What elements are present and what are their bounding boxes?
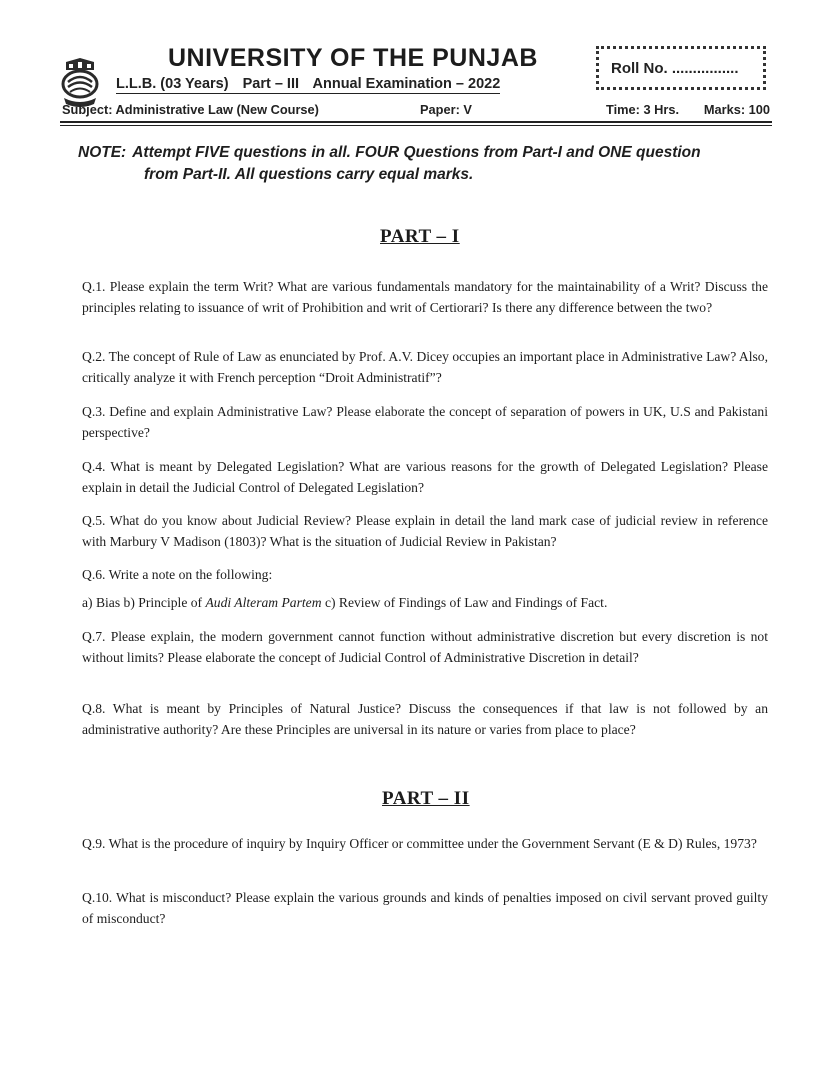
degree-label: L.L.B. (03 Years) <box>116 76 229 92</box>
question-7: Q.7. Please explain, the modern government cannot function without administrative discretion but every discretion is not without limits? Please elaborate the concept of Judicial Control of Administrative Discretion in detail? <box>82 629 768 665</box>
part-two-heading: PART – II <box>382 788 470 809</box>
question-2: Q.2. The concept of Rule of Law as enunciated by Prof. A.V. Dicey occupies an important place in Administrative Law? Also, critically analyze it with French perception “Droit Administratif”? <box>82 349 768 385</box>
time-label: Time: 3 Hrs. <box>606 102 680 117</box>
question-1: Q.1. Please explain the term Writ? What are various fundamentals mandatory for the maintainability of a Writ? Discuss the principles relating to issuance of writ of Prohibition and writ of Certiorari? Is there any difference between the two? <box>82 279 768 315</box>
question-5: Q.5. What do you know about Judicial Review? Please explain in detail the land mark case of judicial review in reference with Marbury V Madison (1803)? What is the situation of Judicial Review in Pakistan? <box>82 513 768 549</box>
question-10: Q.10. What is misconduct? Please explain the various grounds and kinds of penalties imposed on civil servant proved guilty of misconduct? <box>82 890 768 926</box>
q6-part-c: c) Review of Findings of Law and Findings of Fact. <box>324 595 608 610</box>
university-crest-icon <box>58 56 102 108</box>
note-label: NOTE: <box>78 144 127 161</box>
paper-label: Paper: V <box>420 102 472 117</box>
q6-part-b-prefix: b) Principle of <box>123 595 203 610</box>
instructions-note <box>78 142 778 186</box>
roll-number-box <box>596 46 766 90</box>
part-label: Part – III <box>242 76 300 92</box>
university-title: UNIVERSITY OF THE PUNJAB <box>168 44 538 72</box>
exam-meta-row <box>62 102 770 120</box>
q6-part-a: a) Bias <box>82 595 121 610</box>
question-9: Q.9. What is the procedure of inquiry by Inquiry Officer or committee under the Government Servant (E & D) Rules, 1973? <box>82 836 757 851</box>
question-6: Q.6. Write a note on the following: <box>82 567 273 582</box>
note-line-2: from Part-II. All questions carry equal marks. <box>144 166 474 183</box>
header-divider <box>60 121 772 123</box>
question-6-parts <box>82 592 768 613</box>
header-divider-thin <box>60 125 772 126</box>
roll-number-label: Roll No. ................ <box>611 60 739 77</box>
question-4: Q.4. What is meant by Delegated Legislation? What are various reasons for the growth of Delegated Legislation? Please explain in detail the Judicial Control of Delegated Legislation? <box>82 459 768 495</box>
exam-label: Annual Examination – 2022 <box>312 76 501 92</box>
exam-subtitle <box>116 76 500 94</box>
question-8: Q.8. What is meant by Principles of Natural Justice? Discuss the consequences if that law is not followed by an administrative authority? Are these Principles are universal in its nature or varies from place to place? <box>82 701 768 737</box>
q6-part-b-term: Audi Alteram Partem <box>205 595 322 610</box>
marks-label: Marks: 100 <box>703 102 770 117</box>
question-3: Q.3. Define and explain Administrative Law? Please elaborate the concept of separation of powers in UK, U.S and Pakistani perspective? <box>82 404 768 440</box>
part-one-heading: PART – I <box>380 226 460 247</box>
subject-label: Subject: Administrative Law (New Course) <box>62 102 319 117</box>
note-line-1: Attempt FIVE questions in all. FOUR Questions from Part-I and ONE question <box>132 144 701 161</box>
